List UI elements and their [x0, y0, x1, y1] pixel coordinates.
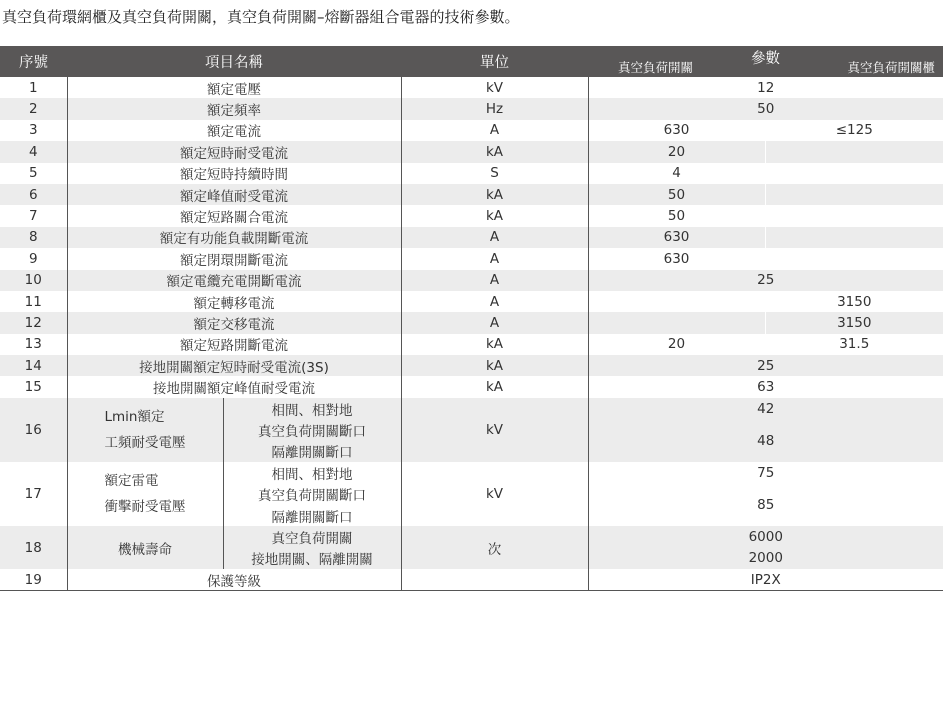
header-no: 序號: [0, 46, 67, 77]
table-row: [0, 98, 943, 119]
spec-table: [0, 46, 943, 591]
row-no: 13: [0, 334, 67, 355]
row-no: 9: [0, 248, 67, 269]
row-name: 額定閉環開斷電流: [67, 248, 401, 269]
row-no: 18: [0, 526, 67, 569]
row-name: 額定轉移電流: [67, 291, 401, 312]
table-row: [0, 205, 943, 226]
row-value-a: 630: [588, 120, 765, 141]
row-value: 25: [588, 355, 943, 376]
table-row: [0, 334, 943, 355]
row-value-b: 3150: [765, 312, 943, 333]
row-value: 85: [588, 483, 943, 526]
group-label: [67, 398, 223, 462]
row-name: 額定電流: [67, 120, 401, 141]
row-value-b: [765, 184, 943, 205]
row-no: 12: [0, 312, 67, 333]
row-no: 3: [0, 120, 67, 141]
table-caption: 真空負荷環網櫃及真空負荷開關，真空負荷開關–熔斷器組合電器的技術參數。: [2, 8, 520, 26]
row-unit: A: [401, 312, 588, 333]
row-name: 額定短路關合電流: [67, 205, 401, 226]
sub-item: 相間、相對地: [223, 462, 401, 483]
row-name: 接地開關額定短時耐受電流(3S): [67, 355, 401, 376]
row-no: 4: [0, 141, 67, 162]
row-unit: A: [401, 270, 588, 291]
row-value: 48: [588, 419, 943, 462]
row-value-a: 4: [588, 163, 765, 184]
row-unit: kV: [401, 462, 588, 526]
table-header-row: [0, 46, 943, 77]
row-no: 5: [0, 163, 67, 184]
row-name: 額定短路開斷電流: [67, 334, 401, 355]
table-row: [0, 77, 943, 98]
row-value: 75: [588, 462, 943, 483]
row-unit: A: [401, 227, 588, 248]
sub-item: 隔離開關斷口: [223, 505, 401, 526]
row-value: 63: [588, 376, 943, 397]
row-name: 保護等級: [67, 569, 401, 591]
header-params-a: 真空負荷開關: [618, 60, 694, 75]
table-row: [0, 526, 943, 547]
row-name: 接地開關額定峰值耐受電流: [67, 376, 401, 397]
row-name: 額定短時耐受電流: [67, 141, 401, 162]
header-params-title: 參數: [751, 51, 780, 67]
row-value-b: [765, 163, 943, 184]
row-unit: kA: [401, 184, 588, 205]
row-value-b: [765, 227, 943, 248]
header-unit: 單位: [401, 46, 588, 77]
group-label-line2: 工頻耐受電壓: [104, 434, 186, 451]
table-row: [0, 398, 943, 419]
row-value: 50: [588, 98, 943, 119]
group-label-line2: 衝擊耐受電壓: [104, 499, 186, 516]
row-value-b: 31.5: [765, 334, 943, 355]
row-unit: kV: [401, 398, 588, 462]
group-label-line1: Lmin額定: [104, 408, 165, 425]
row-value-a: 20: [588, 334, 765, 355]
row-name: 額定峰值耐受電流: [67, 184, 401, 205]
row-name: 額定短時持續時間: [67, 163, 401, 184]
sub-item: 相間、相對地: [223, 398, 401, 419]
row-unit: 次: [401, 526, 588, 569]
row-value: 6000: [588, 526, 943, 547]
row-unit: kA: [401, 355, 588, 376]
group-label-line1: 額定雷電: [104, 473, 159, 490]
row-name: 額定有功能負載開斷電流: [67, 227, 401, 248]
table-row: [0, 248, 943, 269]
table-row: [0, 141, 943, 162]
row-no: 6: [0, 184, 67, 205]
row-no: 2: [0, 98, 67, 119]
group-label: [67, 462, 223, 526]
row-value-b: [765, 141, 943, 162]
row-no: 11: [0, 291, 67, 312]
row-unit: kA: [401, 334, 588, 355]
table-row: [0, 184, 943, 205]
group-label: 機械壽命: [67, 526, 223, 569]
row-no: 10: [0, 270, 67, 291]
row-name: 額定電纜充電開斷電流: [67, 270, 401, 291]
row-unit: A: [401, 291, 588, 312]
row-value-a: [588, 312, 765, 333]
row-name: 額定電壓: [67, 77, 401, 98]
row-value-a: 50: [588, 205, 765, 226]
row-unit: S: [401, 163, 588, 184]
row-unit: Hz: [401, 98, 588, 119]
row-value-b: 3150: [765, 291, 943, 312]
row-value-b: [765, 205, 943, 226]
row-no: 19: [0, 569, 67, 591]
row-no: 1: [0, 77, 67, 98]
row-value-a: 50: [588, 184, 765, 205]
row-unit: kA: [401, 376, 588, 397]
table-row: [0, 270, 943, 291]
row-value-b: [765, 248, 943, 269]
row-value-a: 630: [588, 248, 765, 269]
row-name: 額定頻率: [67, 98, 401, 119]
header-params: [588, 46, 943, 77]
sub-item: 接地開關、隔離開關: [223, 548, 401, 569]
table-row: [0, 462, 943, 483]
sub-item: 真空負荷開關: [223, 526, 401, 547]
row-unit: kA: [401, 205, 588, 226]
header-item: 項目名稱: [67, 46, 401, 77]
row-unit: kA: [401, 141, 588, 162]
row-no: 8: [0, 227, 67, 248]
row-value-a: 630: [588, 227, 765, 248]
row-unit: [401, 569, 588, 591]
row-unit: A: [401, 120, 588, 141]
sub-item: 真空負荷開關斷口: [223, 419, 401, 440]
header-params-b: 真空負荷開關櫃: [847, 60, 935, 75]
row-value-b: ≤125: [765, 120, 943, 141]
row-value: 12: [588, 77, 943, 98]
sub-item: 隔離開關斷口: [223, 441, 401, 462]
row-no: 16: [0, 398, 67, 462]
table-row: [0, 227, 943, 248]
table-row: [0, 569, 943, 591]
row-value-a: [588, 291, 765, 312]
row-no: 15: [0, 376, 67, 397]
row-value: IP2X: [588, 569, 943, 591]
row-unit: kV: [401, 77, 588, 98]
table-row: [0, 291, 943, 312]
row-name: 額定交移電流: [67, 312, 401, 333]
table-row: [0, 163, 943, 184]
table-row: [0, 376, 943, 397]
row-no: 14: [0, 355, 67, 376]
row-value: 25: [588, 270, 943, 291]
sub-item: 真空負荷開關斷口: [223, 483, 401, 504]
row-no: 7: [0, 205, 67, 226]
row-value-a: 20: [588, 141, 765, 162]
row-value: 42: [588, 398, 943, 419]
row-value: 2000: [588, 548, 943, 569]
table-row: [0, 355, 943, 376]
table-row: [0, 312, 943, 333]
row-unit: A: [401, 248, 588, 269]
table-row: [0, 120, 943, 141]
row-no: 17: [0, 462, 67, 526]
